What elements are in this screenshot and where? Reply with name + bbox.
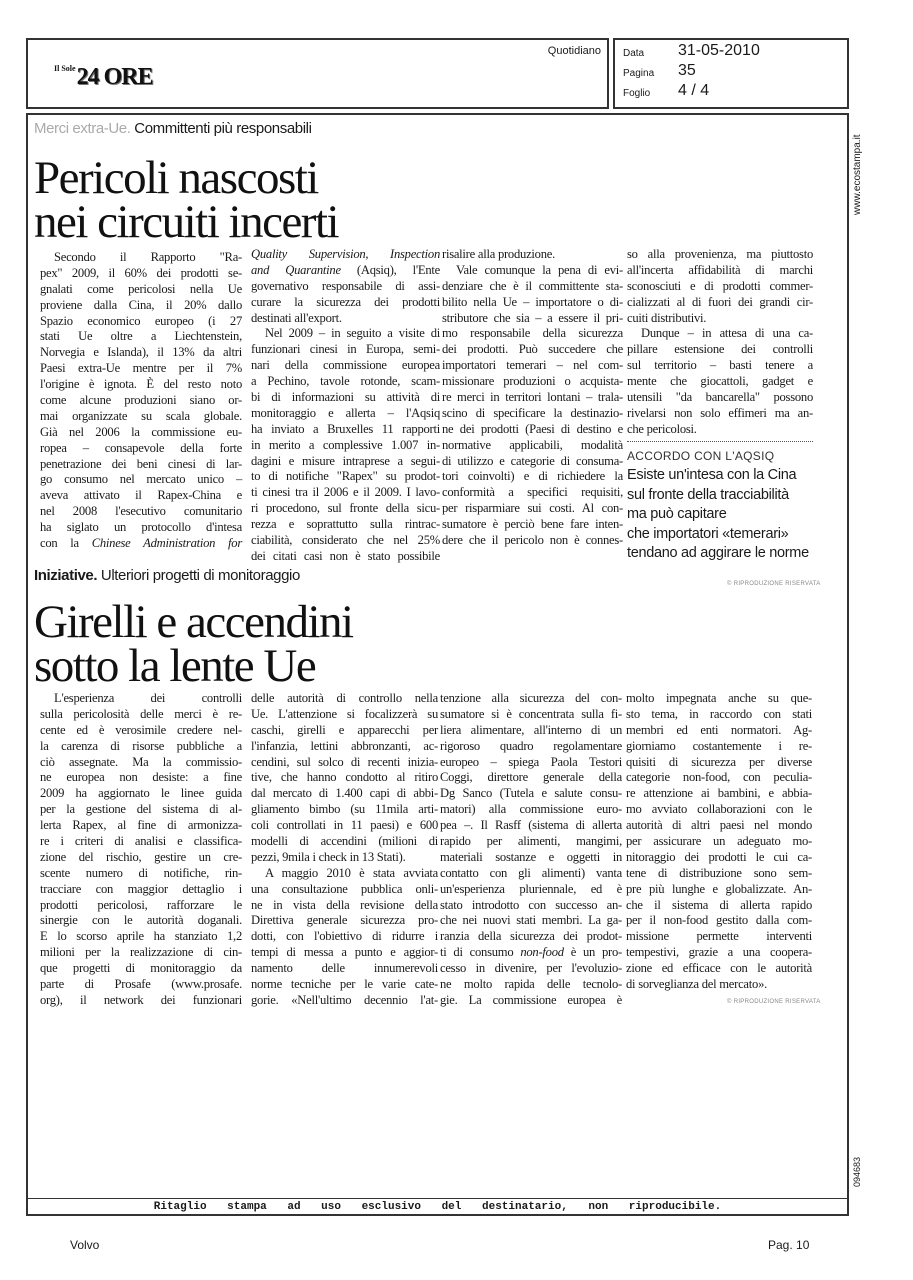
kicker-section: Iniziative. [34, 567, 98, 584]
text-line: Secondo il Rapporto "Ra- [54, 250, 242, 264]
text-line: denziare che è il committente sta- [442, 278, 623, 293]
text-line: importatori temerari – nel com- [442, 358, 623, 373]
footer-notice: Ritaglio stampa ad uso esclusivo del destinatario, non riproducibile. [26, 1198, 849, 1213]
publication-type: Quotidiano [547, 45, 601, 57]
text-line: destinati all'export. [251, 310, 342, 325]
text-line: to di notifiche "Rapex" su prodot- [251, 469, 440, 484]
text-line: sul territorio – basti tenere a [627, 358, 813, 373]
text-line: org), il network dei funzionari [40, 992, 242, 1007]
kicker-text: Committenti più responsabili [130, 120, 312, 137]
sidebar-line: tendano ad aggirare le norme [627, 545, 809, 561]
text-line: di sorveglianza del mercato». [626, 977, 768, 992]
text-line [40, 536, 242, 552]
article1-headline [34, 152, 339, 248]
sidebar-line: ma può capitare [627, 506, 727, 522]
text-line: L'esperienza dei controlli [54, 691, 242, 705]
text-line: un'esperienza pluriennale, ed è [440, 881, 622, 896]
text-line: curare la sicurezza dei prodotti [251, 294, 440, 309]
text-line: categorie non-food, con peculia- [626, 770, 812, 785]
text-line: que progetti di monitoraggio da [40, 961, 242, 976]
text-line: stributore che sia – a essere il pri- [442, 310, 623, 325]
client-name: Volvo [70, 1238, 100, 1252]
text-line: come alcune produzioni siano or- [40, 393, 242, 408]
text-line: 2009 ha aggiornato le linee guida [40, 786, 242, 801]
text-line: membri ed enti normatori. Ag- [626, 722, 812, 737]
text-line: caschi, girelli e apparecchi per [251, 722, 438, 737]
text-line: governativo responsabile di assi- [251, 278, 440, 293]
text-line: che nei nuovi stati membri. La ga- [440, 913, 622, 928]
text-segment: con la [40, 536, 92, 551]
page-value: 35 [678, 62, 696, 79]
text-line: Ue. L'attenzione si focalizzerà su [251, 706, 438, 721]
text-line: europeo – spiega Paola Testori [440, 754, 622, 769]
text-line: all'incerta affidabilità di marchi [627, 262, 813, 277]
newspaper-logo [54, 64, 153, 91]
text-line: prodotti pericolosi, rafforzare le [40, 897, 242, 912]
text-line: re i criteri di analisi e classifica- [40, 834, 242, 849]
text-line: scente numero di notifiche, rin- [40, 865, 242, 880]
text-line: tive, che hanno condotto al ritiro [251, 770, 438, 785]
text-line: mo avviato collaborazioni con le [626, 802, 812, 817]
text-line: milioni per la realizzazione di cin- [40, 945, 242, 960]
clipping-meta-box [613, 38, 849, 109]
date-value: 31-05-2010 [678, 42, 760, 59]
text-line: norme tecniche per le varie cate- [251, 977, 438, 992]
text-line: namento delle innumerevoli [251, 961, 438, 976]
text-segment: ti di consumo [440, 945, 521, 960]
text-line: missionare produzioni o acquista- [442, 374, 623, 389]
headline-line: nei circuiti incerti [34, 196, 339, 248]
text-segment: (Aqsiq), l'Ente [340, 262, 440, 277]
text-line: che il sistema di allerta rapido [626, 897, 812, 912]
sidebar-line: sul fronte della tracciabilità [627, 486, 789, 503]
text-line: gnalati come pericolosi nella Ue [40, 281, 242, 296]
text-line: molto impegnata anche su que- [626, 691, 812, 705]
text-line [251, 247, 440, 263]
text-line: pex" 2009, il 60% dei prodotti se- [40, 265, 242, 280]
page-label: Pagina [623, 68, 655, 79]
logo-text: 24 ORE [76, 64, 153, 90]
text-line: coli controllati in 11 paesi) e 600 [251, 818, 438, 833]
text-line: rezza e soprattutto sulla rintrac- [251, 517, 440, 532]
sidebar-title: ACCORDO CON L'AQSIQ [627, 449, 775, 463]
text-line: bilito nella Ue – importatore o di- [442, 294, 623, 309]
text-line: utensili "da bancarella" possono [627, 390, 813, 405]
text-line: ropea – consapevole della forte [40, 440, 242, 455]
text-line: ciò assegnate. Ma la commissio- [40, 754, 242, 769]
text-line: Paesi extra-Ue mentre per il 7% [40, 361, 242, 376]
text-line: nitoraggio dei prodotti le cui ca- [626, 849, 812, 864]
text-line: pre più lunghe e globalizzate. An- [626, 881, 812, 896]
article2-kicker [34, 567, 300, 584]
text-line: funzionari cinesi in Europa, semi- [251, 342, 440, 357]
text-line: per assicurare un adeguato mo- [626, 834, 812, 849]
text-line: rigoroso quadro regolamentare [440, 738, 622, 753]
text-line: nari della commissione europea [251, 358, 440, 373]
text-line: materiali sostanze e oggetti in [440, 849, 622, 864]
text-line: Nel 2009 – in seguito a visite di [265, 326, 440, 341]
article2-column-2 [251, 691, 438, 1009]
text-line: ranzia della sicurezza dei prodot- [440, 929, 622, 944]
text-line: gorie. «Nell'ultimo decennio l'at- [251, 992, 438, 1007]
kicker-text: Ulteriori progetti di monitoraggio [97, 567, 300, 584]
text-line: sconosciuti e di prodotti commer- [627, 278, 813, 293]
article2-column-1 [40, 691, 242, 1009]
text-line: dal mercato di 1.400 capi di abbi- [251, 786, 438, 801]
text-line: ne dei prodotti (Paesi di destino e [442, 421, 623, 436]
article1-column-4 [627, 247, 813, 438]
text-line: ha siglato un protocollo d'intesa [40, 520, 242, 535]
text-line: cendini, sul solco di recenti inizia- [251, 754, 438, 769]
article1-column-1 [40, 250, 242, 552]
text-line: pea –. Il Rasff (sistema di allerta [440, 818, 622, 833]
text-line: dotti, con l'obiettivo di ridurre i [251, 929, 438, 944]
text-line: cuiti distributivi. [627, 310, 707, 325]
text-line: l'infanzia, lettini abbronzanti, ac- [251, 738, 438, 753]
text-segment: è un pro- [563, 945, 622, 960]
sidebar-text [627, 466, 809, 564]
text-line: nel 2008 l'esecutivo comunitario [40, 504, 242, 519]
text-line: tempestivi, grazie a una coopera- [626, 945, 812, 960]
text-line: Norvegia e Islanda), il 13% da altri [40, 345, 242, 360]
text-line: dei citati casi non è stato possibile [251, 548, 440, 563]
sheet-value: 4 / 4 [678, 82, 710, 99]
text-line: in merito a complessive 1.007 in- [251, 437, 440, 452]
italic-text: Quality Supervision, Inspection [251, 247, 440, 261]
text-line: mai organizzate su scala globale. [40, 408, 242, 423]
article1-column-3 [442, 247, 623, 549]
text-line: sto tema, in raccordo con stati [626, 706, 812, 721]
text-line: stati Ue oltre a Liechtenstein, [40, 329, 242, 344]
article2-column-4 [626, 691, 812, 993]
headline-line: Pericoli nascosti [34, 152, 318, 204]
text-line: E lo scorso aprile ha stanziato 1,2 [40, 929, 242, 944]
text-line: ne europea non desiste: a fine [40, 770, 242, 785]
text-line: l'origine è ignota. È del resto noto [40, 377, 242, 392]
text-line: ha inviato a Bruxelles 11 rapporti [251, 421, 440, 436]
text-line: sinergie con le autorità doganali. [40, 913, 242, 928]
logo-small: Il Sole [54, 64, 76, 73]
text-line: liera alimentare, all'interno di un [440, 722, 622, 737]
text-line: tene di distribuzione sono sem- [626, 865, 812, 880]
text-line: ne molto rapida delle tecnolo- [440, 977, 622, 992]
text-line: bi di informazioni su attività di [251, 390, 440, 405]
text-line: pezzi, 9mila i check in 13 Stati). [251, 849, 406, 864]
text-line: Spazio economico europeo (i 27 [40, 313, 242, 328]
sidebar-line: che importatori «temerari» [627, 525, 789, 542]
text-line: gie. La commissione europea è [440, 992, 622, 1007]
text-line: rapido per alimenti, mangimi, [440, 834, 622, 849]
text-line: che pericolosi. [627, 421, 697, 436]
text-line [440, 945, 622, 961]
text-line: una consultazione pubblica onli- [251, 881, 438, 896]
text-line: tempi di messa a punto e aggior- [251, 945, 438, 960]
masthead-box [26, 38, 609, 109]
text-line: penetrazione dei beni cinesi di lar- [40, 456, 242, 471]
text-line: sulla pericolosità delle merci è re- [40, 706, 242, 721]
italic-text: and Quarantine [251, 262, 341, 277]
text-line: dere che il pericolo non è connes- [442, 533, 623, 548]
article1-kicker [34, 120, 312, 137]
text-line: missione permette interventi [626, 929, 812, 944]
copyright-note: © RIPRODUZIONE RISERVATA [727, 999, 821, 1005]
text-line: dei prodotti. Può succedere che [442, 342, 623, 357]
text-line: ne in vista della revisione della [251, 897, 438, 912]
text-line: re merci in territori lontani – trala- [442, 390, 623, 405]
text-line: tenzione alla sicurezza del con- [440, 691, 622, 705]
text-line: aveva attivato il Rapex-China e [40, 488, 242, 503]
article2-column-3 [440, 691, 622, 1009]
text-line: quisiti di sicurezza per diverse [626, 754, 812, 769]
text-line: lerta Rapex, al fine di armonizza- [40, 818, 242, 833]
sidebar-line: Esiste un'intesa con la Cina [627, 467, 797, 483]
text-line: contatto con gli alimenti) vanta [440, 865, 622, 880]
text-line: ri procedono, sul fronte della sicu- [251, 501, 440, 516]
text-line: scino di specificare la destinazio- [442, 405, 623, 420]
text-line: pillare estensione dei controlli [627, 342, 813, 357]
text-line: proviene dalla Cina, il 20% dallo [40, 297, 242, 312]
headline-line: sotto la lente Ue [34, 640, 316, 692]
text-line: ti cinesi tra il 2006 e il 2009. I lavo- [251, 485, 440, 500]
side-url: www.ecostampa.it [852, 134, 863, 215]
text-line: la carenza di risorse pubbliche a [40, 738, 242, 753]
article2-headline [34, 596, 353, 692]
text-line: matori) alla commissione euro- [440, 802, 622, 817]
article1-column-2 [251, 247, 440, 565]
text-line: tracciare con maggior dettaglio i [40, 881, 242, 896]
copyright-note: © RIPRODUZIONE RISERVATA [727, 581, 821, 587]
text-line [251, 263, 440, 279]
text-line: so alla provenienza, ma piuttosto [627, 247, 813, 261]
text-line: cializzati al di fuori dei grandi cir- [627, 294, 813, 309]
text-line: a Pechino, tavole rotonde, scam- [251, 374, 440, 389]
side-code: 094683 [852, 1156, 862, 1187]
text-line: Vale comunque la pena di evi- [456, 262, 623, 277]
sheet-label: Foglio [623, 88, 651, 99]
italic-text: Chinese Administration for [91, 536, 242, 551]
text-line: cesso in divenire, per l'evoluzio- [440, 961, 622, 976]
text-line: monitoraggio e allerta – l'Aqsiq [251, 405, 440, 420]
kicker-section: Merci extra-Ue. [34, 120, 131, 137]
text-line: tori coinvolti) e di richiedere la [442, 469, 623, 484]
text-line: Dunque – in attesa di una ca- [641, 326, 813, 341]
text-line: modelli di accendini (milioni di [251, 834, 438, 849]
text-line: sumatore è perciò bene fare inten- [442, 517, 623, 532]
dotted-divider [627, 441, 813, 442]
text-line: delle autorità di controllo nella [251, 691, 438, 705]
text-line: gliamento bimbo (su 11mila arti- [251, 802, 438, 817]
text-line: Direttiva generale sicurezza pro- [251, 913, 438, 928]
text-line: dagini e misure intraprese a segui- [251, 453, 440, 468]
text-line: stato introdotto con successo an- [440, 897, 622, 912]
text-line: giorniamo costantemente i re- [626, 738, 812, 753]
text-line: mo responsabile della sicurezza [442, 326, 623, 341]
text-line: risalire alla produzione. [442, 247, 555, 261]
text-line: go consumo nel mercato unico – [40, 472, 242, 487]
text-line: parte di Prosafe (www.prosafe. [40, 977, 242, 992]
text-line: per il non-food gestito dalla com- [626, 913, 812, 928]
text-line: A maggio 2010 è stata avviata [265, 865, 438, 880]
text-line: sumatore si è concentrata sulla fi- [440, 706, 622, 721]
text-line: normative applicabili, modalità [442, 437, 623, 452]
text-line: ciabilità, considerato che nel 25% [251, 533, 440, 548]
text-line: per risparmiare sui costi. Al con- [442, 501, 623, 516]
text-line: autorità di altri paesi nel mondo [626, 818, 812, 833]
text-line: rivelarsi non solo effimeri ma an- [627, 405, 813, 420]
text-line: zione ed efficace con le autorità [626, 961, 812, 976]
italic-text: non-food [520, 945, 564, 960]
text-line: mente che giocattoli, gadget e [627, 374, 813, 389]
date-label: Data [623, 48, 645, 59]
text-line: re attenzione ai bambini, e abbia- [626, 786, 812, 801]
text-line: Già nel 2006 la commissione eu- [40, 424, 242, 439]
text-line: Dg Sanco (Tutela e salute consu- [440, 786, 622, 801]
text-line: cente ed è verosimile credere nel- [40, 722, 242, 737]
headline-line: Girelli e accendini [34, 596, 353, 648]
text-line: per la gestione del sistema di al- [40, 802, 242, 817]
text-line: Coggi, direttore generale della [440, 770, 622, 785]
text-line: zione del rischio, gestire un cre- [40, 849, 242, 864]
text-line: di utilizzo e categorie di consuma- [442, 453, 623, 468]
text-line: conformità a specifici requisiti, [442, 485, 623, 500]
page-number: Pag. 10 [768, 1238, 810, 1252]
